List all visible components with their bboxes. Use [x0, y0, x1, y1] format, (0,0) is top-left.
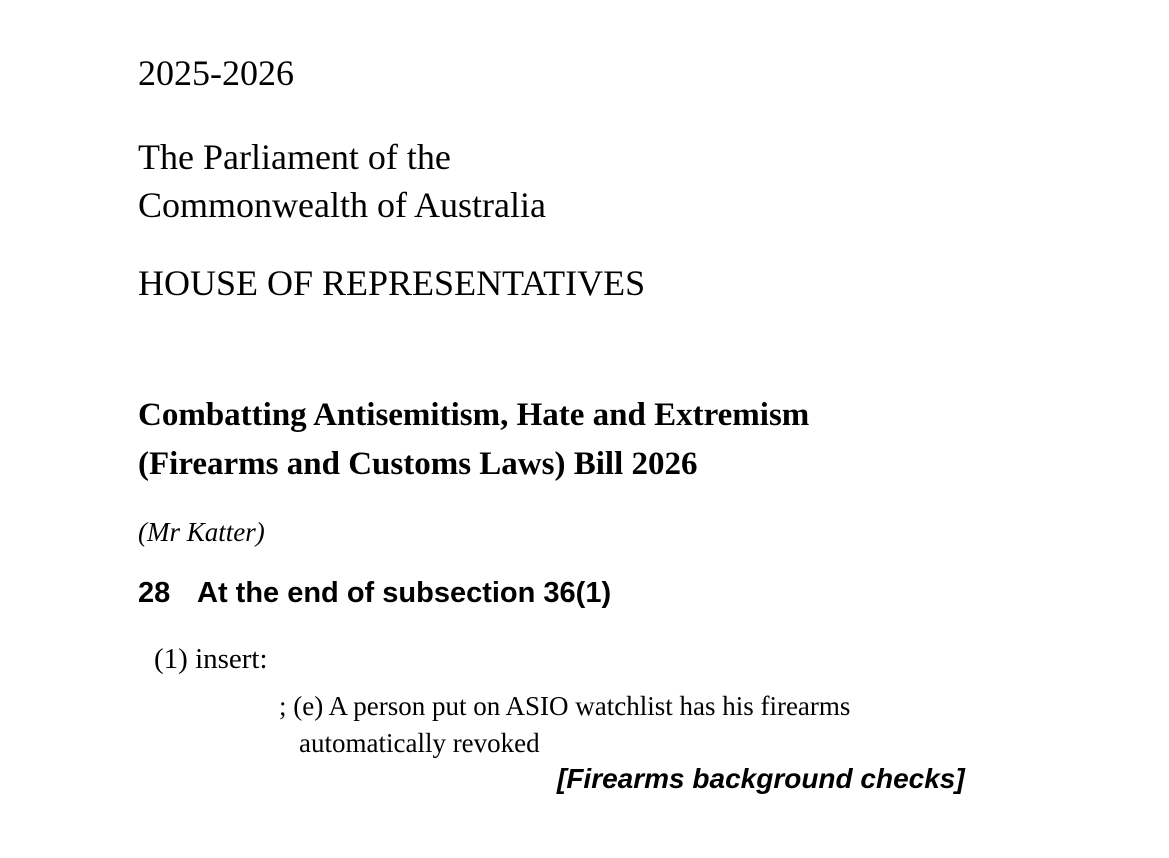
inserted-text [279, 688, 850, 762]
parliament-name [138, 133, 546, 229]
bill-title-line-1: Combatting Antisemitism, Hate and Extremism [138, 397, 810, 433]
section-note: [Firearms background checks] [557, 763, 965, 794]
parliament-name-line-1: The Parliament of the [138, 137, 451, 177]
parliament-name-line-2: Commonwealth of Australia [138, 185, 546, 225]
inserted-text-line-1: ; (e) A person put on ASIO watchlist has his firearms [279, 691, 851, 721]
inserted-text-line-2: automatically revoked [299, 728, 540, 758]
item-heading [138, 575, 611, 611]
bill-mover: (Mr Katter) [138, 517, 265, 547]
chamber-name: HOUSE OF REPRESENTATIVES [138, 263, 646, 303]
parliament-session: 2025-2026 [138, 53, 294, 93]
bill-title [138, 391, 809, 489]
item-heading-text: At the end of subsection 36(1) [197, 577, 612, 609]
bill-title-line-2: (Firearms and Customs Laws) Bill 2026 [138, 446, 698, 482]
amendment-instruction: (1) insert: [154, 643, 268, 675]
item-number: 28 [138, 577, 171, 609]
